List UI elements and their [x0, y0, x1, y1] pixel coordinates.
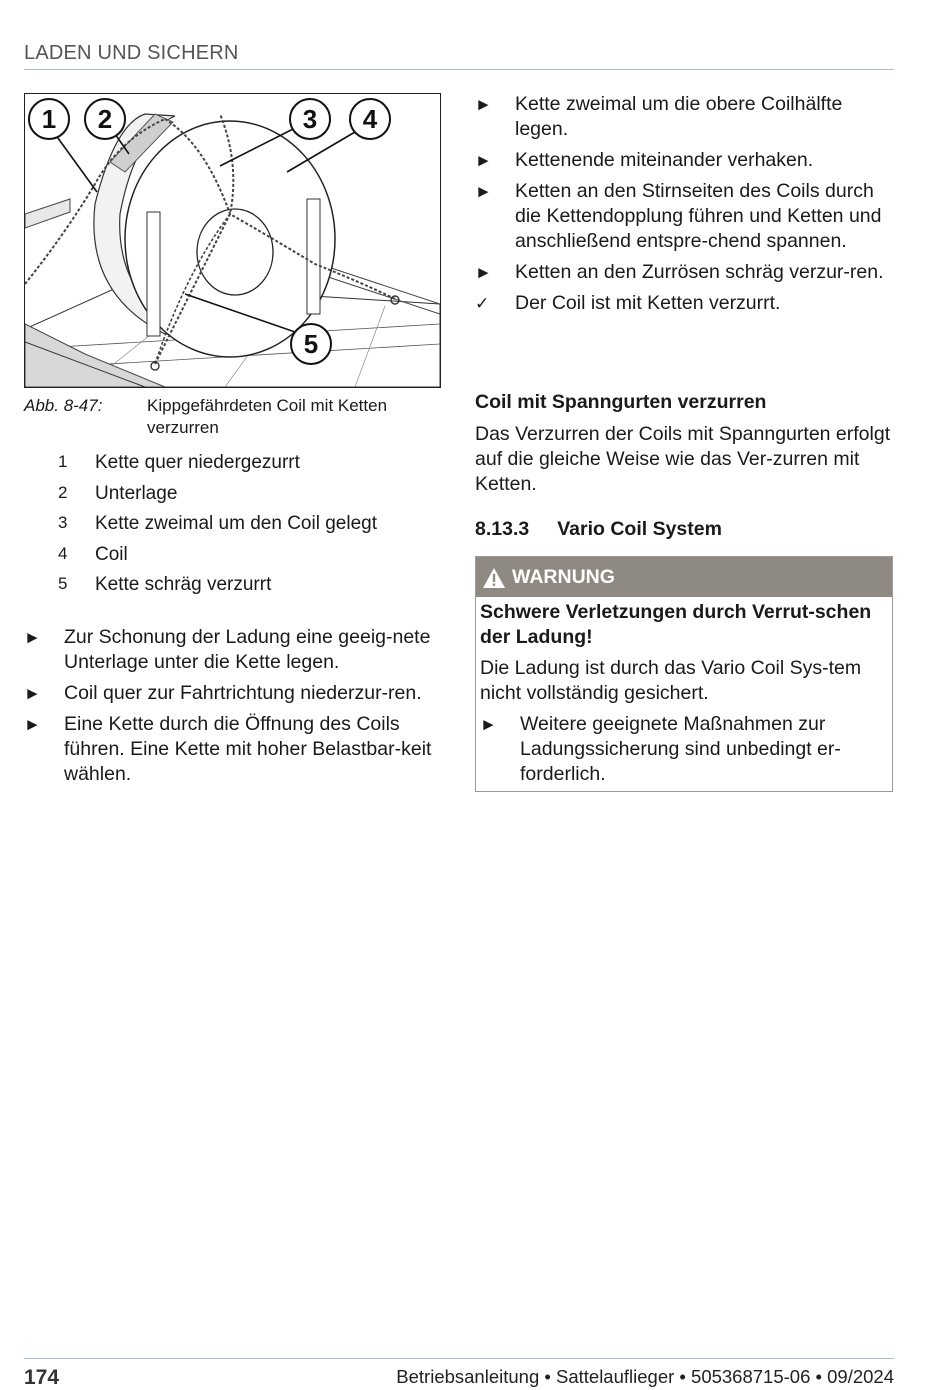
- legend-text: Kette zweimal um den Coil gelegt: [95, 513, 377, 534]
- instruction-steps-left: [24, 625, 444, 793]
- section-heading-vario: [475, 518, 722, 541]
- warning-step: [480, 712, 888, 787]
- step-text: Eine Kette durch die Öffnung des Coils führen. Eine Kette mit hoher Belastbar-keit wählen.: [64, 713, 432, 785]
- instruction-step: [475, 92, 895, 142]
- svg-text:2: 2: [97, 104, 113, 134]
- warning-body: [476, 597, 892, 791]
- legend-item: [24, 544, 444, 575]
- arrow-bullet-icon: ►: [475, 263, 492, 282]
- coil-figure: [24, 93, 441, 388]
- instruction-step: [475, 179, 895, 254]
- warning-triangle-icon: [482, 567, 506, 589]
- legend-number: 5: [58, 574, 68, 593]
- instruction-step: [475, 148, 895, 173]
- svg-text:1: 1: [41, 104, 57, 134]
- figure-legend: [24, 452, 444, 605]
- legend-text: Kette schräg verzurrt: [95, 574, 272, 595]
- legend-item: [24, 483, 444, 514]
- section-title: Vario Coil System: [557, 518, 722, 540]
- arrow-bullet-icon: ►: [475, 95, 492, 114]
- callout-5: [291, 324, 331, 364]
- page-footer: [24, 1358, 894, 1389]
- section-text-spanngurte: Das Verzurren der Coils mit Spanngurten erfolgt auf die gleiche Weise wie das Ver-zurren mit Ketten.: [475, 423, 891, 495]
- legend-text: Unterlage: [95, 482, 178, 504]
- step-text: Kette zweimal um die obere Coilhälfte legen.: [515, 93, 843, 140]
- step-text: Kettenende miteinander verhaken.: [515, 149, 814, 171]
- caption-label: Abb. 8-47:: [24, 396, 103, 415]
- arrow-bullet-icon: ►: [475, 151, 492, 170]
- section-heading-spanngurte: Coil mit Spanngurten verzurren: [475, 391, 767, 413]
- callout-1: [29, 99, 69, 139]
- result-step: [475, 291, 895, 316]
- arrow-bullet-icon: ►: [475, 182, 492, 201]
- warning-header: [476, 557, 892, 597]
- caption-text: Kippgefährdeten Coil mit Ketten verzurren: [147, 396, 388, 437]
- step-text: Zur Schonung der Ladung eine geeig-nete Unterlage unter die Kette legen.: [64, 626, 431, 673]
- svg-text:4: 4: [362, 104, 378, 134]
- warning-box: [475, 556, 893, 792]
- svg-text:5: 5: [303, 329, 319, 359]
- instruction-step: [24, 681, 444, 706]
- coil-illustration: [25, 94, 440, 387]
- checkmark-icon: ✓: [475, 294, 490, 313]
- step-text: Der Coil ist mit Ketten verzurrt.: [515, 292, 781, 314]
- legend-number: 2: [58, 482, 68, 502]
- instruction-step: [24, 625, 444, 675]
- page-number: 174: [24, 1366, 60, 1389]
- callout-3: [290, 99, 330, 139]
- legend-text: Kette quer niedergezurrt: [95, 452, 300, 473]
- arrow-bullet-icon: ►: [480, 715, 497, 734]
- instruction-step: [475, 260, 895, 285]
- arrow-bullet-icon: ►: [24, 715, 41, 734]
- legend-number: 3: [58, 513, 68, 532]
- legend-item: [24, 452, 444, 483]
- legend-number: 4: [58, 543, 68, 563]
- arrow-bullet-icon: ►: [24, 684, 41, 703]
- step-text: Coil quer zur Fahrtrichtung niederzur-ren.: [64, 682, 422, 704]
- document-info: Betriebsanleitung • Sattelauflieger • 505368715-06 • 09/2024: [396, 1366, 894, 1387]
- section-number: 8.13.3: [475, 518, 530, 540]
- step-text: Ketten an den Stirnseiten des Coils durch die Kettendopplung führen und Ketten und anschließend entspre-chend spannen.: [515, 180, 882, 252]
- legend-text: Coil: [95, 543, 128, 565]
- page-header: [24, 42, 894, 70]
- warning-text: Die Ladung ist durch das Vario Coil Sys-tem nicht vollständig gesichert.: [480, 657, 862, 704]
- callout-4: [350, 99, 390, 139]
- legend-item: [24, 574, 444, 605]
- instruction-steps-right: [475, 92, 895, 322]
- step-text: Ketten an den Zurrösen schräg verzur-ren.: [515, 261, 884, 283]
- legend-number: 1: [58, 452, 68, 471]
- step-text: Weitere geeignete Maßnahmen zur Ladungssicherung sind unbedingt er-forderlich.: [520, 713, 841, 785]
- instruction-step: [24, 712, 444, 787]
- warning-label: WARNUNG: [512, 566, 615, 588]
- legend-item: [24, 513, 444, 544]
- arrow-bullet-icon: ►: [24, 628, 41, 647]
- header-title: LADEN UND SICHERN: [24, 42, 239, 64]
- svg-text:3: 3: [302, 104, 318, 134]
- callout-2: [85, 99, 125, 139]
- warning-title: Schwere Verletzungen durch Verrut-schen der Ladung!: [480, 601, 872, 648]
